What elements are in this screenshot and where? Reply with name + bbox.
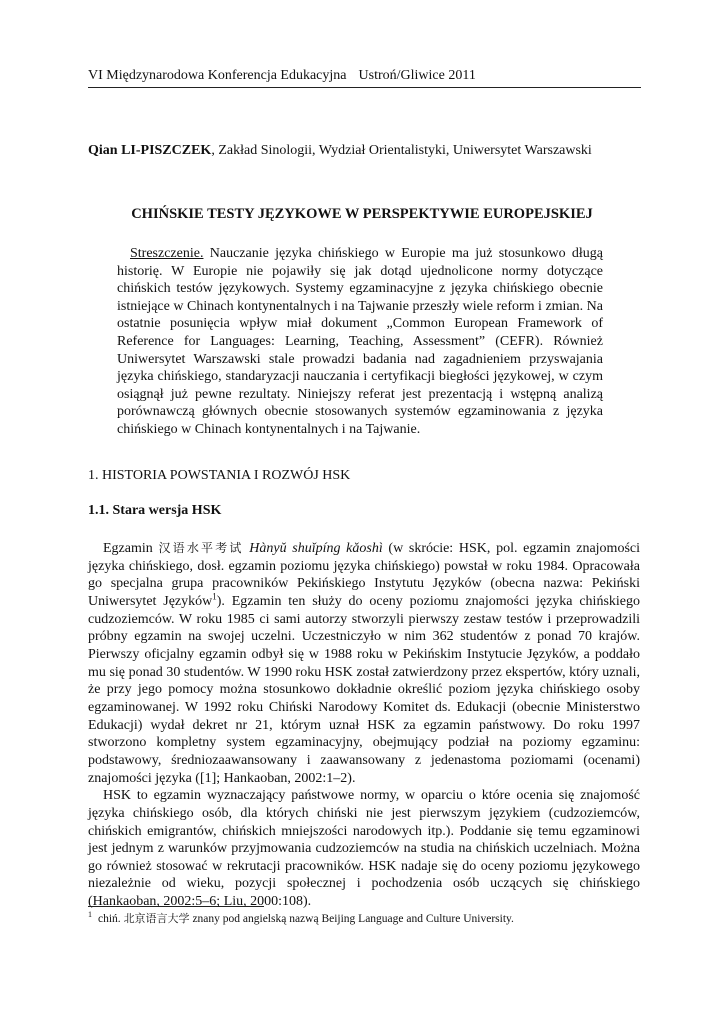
paragraph-2: HSK to egzamin wyznaczający państwowe normy, w oparciu o które ocenia się znajomość języka chińskiego osób, dla których chiński nie jest pierwszym językiem (cudzoziemców, chińskich emigrantów, chińskich mniejszości narodowych itp.). Poddanie się temu egzaminowi jest jednym z warunków przyjmowania cudzoziemców na studia na chińskich uczelniach. Można go również stosować w rekrutacji pracowników. HSK nadaje się do oceny poziomu językowego niezależnie od wieku, pozycji społecznej i pochodzenia osób uczących się chińskiego (Hankaoban, 2002:5–6; Liu, 2000:108).	[88, 788, 640, 910]
footnote-rule	[88, 906, 264, 907]
body-text	[88, 540, 640, 911]
paragraph-1-start: Egzamin	[103, 541, 159, 556]
footnote-text: znany pod angielską nazwą Beijing Language and Culture University.	[189, 913, 514, 925]
footnote-prefix: chiń.	[98, 913, 121, 925]
abstract-text: Nauczanie języka chińskiego w Europie ma już stosunkowo długą historię. W Europie nie pojawiły się jak dotąd ujednolicone normy dotyczące chińskich testów językowych. Systemy egzaminacyjne z języka chińskiego obecnie istniejące w Chinach kontynentalnych i na Tajwanie przeszły wiele reform i zmian. Na ostatnie posunięcia wpływ miał dokument „Common European Framework of Reference for Languages: Learning, Teaching, Assessment” (CEFR). Również Uniwersytet Warszawski stale prowadzi badania nad zagadnieniem przyswajania języka chińskiego, standaryzacji nauczania i certyfikacji biegłości językowej, w czym osiągnął już pewne rezultaty. Niniejszy referat jest prezentacją i wstępną analizą porównawczą głównych obecnie stosowanych systemów egzaminowania z języka chińskiego w Chinach kontynentalnych i na Tajwanie.	[117, 246, 603, 437]
footnote	[88, 911, 648, 927]
footnote-mark: 1	[88, 910, 92, 920]
paper-title: CHIŃSKIE TESTY JĘZYKOWE W PERSPEKTYWIE EUROPEJSKIEJ	[131, 206, 593, 222]
subsection-heading: 1.1. Stara wersja HSK	[88, 503, 222, 518]
header-rule	[88, 87, 641, 88]
conference-location: Ustroń/Gliwice 2011	[358, 68, 476, 83]
paragraph-1-part2: (w skrócie: HSK, pol. egzamin znajomości języka chińskiego, dosł. egzamin poziomu języka chińskiego) powstał w roku 1984. Opracowała go specjalna grupa pracowników Pekińskiego Instytutu Języków (obecna nazwa: Pekiński Uniwersytet Języków	[88, 541, 641, 609]
section-heading: 1. HISTORIA POWSTANIA I ROZWÓJ HSK	[88, 468, 351, 483]
abstract-label: Streszczenie.	[130, 246, 204, 261]
author-affiliation: , Zakład Sinologii, Wydział Orientalistyki, Uniwersytet Warszawski	[211, 143, 592, 158]
hsk-pinyin: Hànyǔ shuǐpíng kǎoshì	[249, 541, 383, 556]
author-name: Qian LI-PISZCZEK	[88, 143, 212, 158]
footnote-reference[interactable]: 1	[212, 591, 217, 602]
abstract	[117, 245, 603, 439]
footnote-chinese: 北京语言大学	[123, 912, 190, 925]
hsk-chinese-name: 汉语水平考试	[158, 541, 244, 555]
conference-name: VI Międzynarodowa Konferencja Edukacyjna	[88, 68, 347, 83]
paragraph-1-part3: ). Egzamin ten służy do oceny poziomu znajomości języka chińskiego cudzoziemców. W roku 1985 ci sami autorzy stworzyli pierwszy zestaw testów i przeprowadzili próbny egzamin na swojej uczelni. Uczestniczyło w nim 362 studentów z ponad 70 krajów. Pierwszy oficjalny egzamin odbył się w 1988 roku w Pekińskim Instytucie Języków, a poddało mu się ponad 30 studentów. W 1990 roku HSK został zatwierdzony przez ekspertów, który uznali, że przy jego pomocy można stosunkowo dokładnie określić poziom języka chińskiego osoby egzaminowanej. W 1992 roku Chiński Narodowy Komitet ds. Edukacji (obecnie Ministerstwo Edukacji) wydał dekret nr 21, którym uznał HSK za egzamin państwowy. Do roku 1997 stworzono kompletny system egzaminacyjny, obejmujący podział na poziomy egzaminu: podstawowy, średniozaawansowany i zaawansowany z jedenastoma poziomami (ocenami) znajomości języka ([1]; Hankaoban, 2002:1–2).	[88, 593, 640, 786]
running-header	[88, 67, 641, 85]
paragraph-1	[88, 540, 640, 787]
author-line	[88, 142, 648, 160]
